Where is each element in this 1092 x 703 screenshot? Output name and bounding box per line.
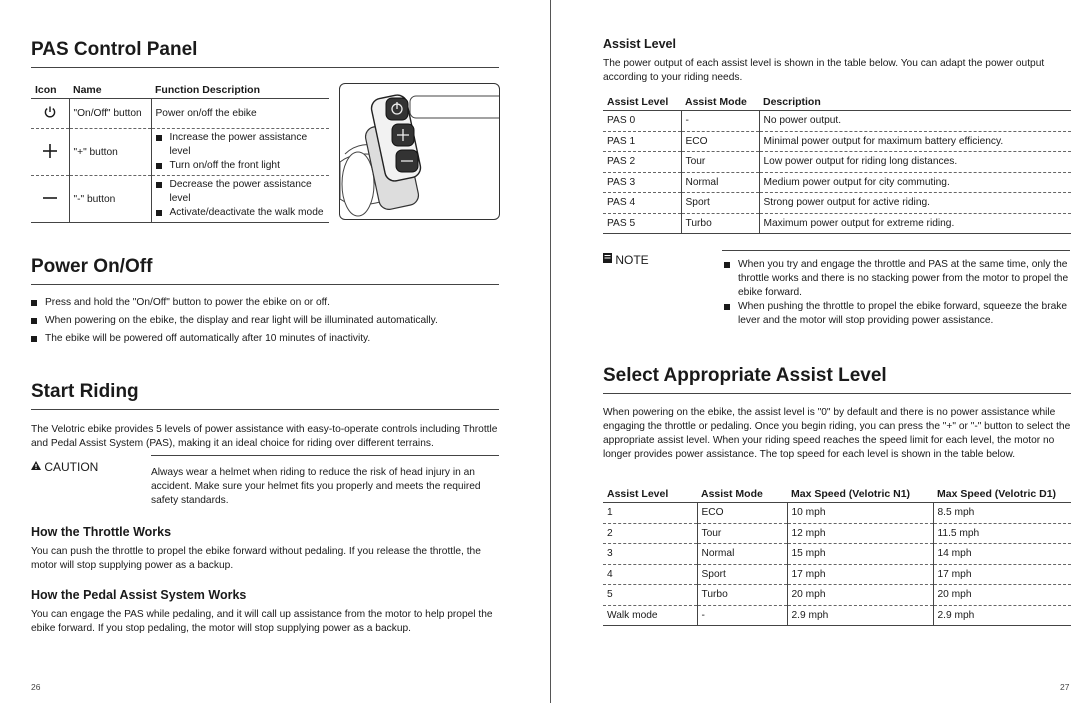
table-row xyxy=(603,605,1071,626)
caution-heading xyxy=(31,459,98,474)
function-text: Decrease the power assistance level xyxy=(156,178,326,206)
function-text: Power on/off the ebike xyxy=(151,99,329,129)
assist-level-heading: Assist Level xyxy=(603,37,676,51)
select-assist-level-paragraph: When powering on the ebike, the assist level is "0" by default and there is no power assistance while engaging the throttle or pedaling. Once you begin riding, you can press the "+" or "-" button to select the appropriate assist level. When your riding speed reaches the speed limit for each level, the motor no longer provides power assistance. The top speed for each level is shown in the table below. xyxy=(603,407,1071,460)
table-row xyxy=(603,503,1071,524)
cell: Turbo xyxy=(681,213,759,234)
list-item: When pushing the throttle to propel the ebike forward, squeeze the brake lever and the motor will stop providing power assistance. xyxy=(724,300,1070,328)
throttle-heading: How the Throttle Works xyxy=(31,525,172,539)
cell: Tour xyxy=(697,523,787,544)
function-text: Turn on/off the front light xyxy=(156,159,326,173)
cell: 2.9 mph xyxy=(787,605,933,626)
cell: 14 mph xyxy=(933,544,1071,565)
table-row xyxy=(31,129,329,176)
button-name: "+" button xyxy=(69,129,151,176)
cell: 8.5 mph xyxy=(933,503,1071,524)
cell: 20 mph xyxy=(787,585,933,606)
cell: PAS 1 xyxy=(603,131,681,152)
cell: No power output. xyxy=(759,111,1071,132)
table-row xyxy=(603,564,1071,585)
cell: - xyxy=(681,111,759,132)
page-number: 26 xyxy=(31,682,41,692)
start-riding-paragraph: The Velotric ebike provides 5 levels of power assistance with easy-to-operate controls including Throttle and Pedal Assist System (PAS), making it an ideal choice for riding over different terrains. xyxy=(31,424,498,449)
right-page xyxy=(552,0,1092,703)
cell: 12 mph xyxy=(787,523,933,544)
pas-control-panel-title: PAS Control Panel xyxy=(31,39,198,60)
cell: 17 mph xyxy=(933,564,1071,585)
cell: 3 xyxy=(603,544,697,565)
page-number: 27 xyxy=(1060,682,1070,692)
cell: 11.5 mph xyxy=(933,523,1071,544)
col-function-header: Function Description xyxy=(151,84,329,99)
col-description-header: Description xyxy=(759,96,1071,111)
function-text: Increase the power assistance level xyxy=(156,131,326,159)
col-max-speed-d1-header: Max Speed (Velotric D1) xyxy=(933,488,1071,503)
cell: Normal xyxy=(697,544,787,565)
title-rule xyxy=(603,393,1071,394)
cell: 10 mph xyxy=(787,503,933,524)
cell: PAS 2 xyxy=(603,152,681,173)
cell: Minimal power output for maximum battery efficiency. xyxy=(759,131,1071,152)
note-heading xyxy=(603,252,649,267)
title-rule xyxy=(31,284,499,285)
control-table xyxy=(31,84,329,223)
cell: 5 xyxy=(603,585,697,606)
page-divider xyxy=(550,0,551,703)
table-row xyxy=(603,193,1071,214)
pedal-assist-text: You can engage the PAS while pedaling, and it will call up assistance from the motor to help propel the ebike forward. If you stop pedaling, the motor will stop supplying power as a backup. xyxy=(31,609,493,634)
cell: 15 mph xyxy=(787,544,933,565)
table-row xyxy=(603,585,1071,606)
table-row xyxy=(603,111,1071,132)
throttle-text: You can push the throttle to propel the ebike forward without pedaling. If you release the throttle, the motor will stop supplying power as a backup. xyxy=(31,546,481,571)
note-rule xyxy=(722,250,1070,251)
table-row xyxy=(603,523,1071,544)
col-max-speed-n1-header: Max Speed (Velotric N1) xyxy=(787,488,933,503)
button-name: "On/Off" button xyxy=(69,99,151,129)
cell: 2.9 mph xyxy=(933,605,1071,626)
button-name: "-" button xyxy=(69,176,151,223)
warning-icon xyxy=(31,459,41,473)
list-item: When powering on the ebike, the display and rear light will be illuminated automatically. xyxy=(31,314,501,328)
col-assist-mode-header: Assist Mode xyxy=(681,96,759,111)
select-assist-level-title: Select Appropriate Assist Level xyxy=(603,365,887,386)
list-item: When you try and engage the throttle and PAS at the same time, only the throttle works and there is no stacking power from the motor to propel the ebike forward. xyxy=(724,258,1070,300)
power-on-off-title: Power On/Off xyxy=(31,256,153,277)
caution-rule xyxy=(151,455,499,456)
caution-label: CAUTION xyxy=(44,460,99,474)
caution-text: Always wear a helmet when riding to reduce the risk of head injury in an accident. Make sure your helmet fits you properly and meets the required safety standards. xyxy=(151,467,481,506)
table-row xyxy=(603,131,1071,152)
assist-level-table xyxy=(603,96,1071,234)
table-row xyxy=(31,99,329,129)
table-row xyxy=(603,152,1071,173)
cell: - xyxy=(697,605,787,626)
note-label: NOTE xyxy=(615,253,649,267)
col-assist-mode-header: Assist Mode xyxy=(697,488,787,503)
note-icon xyxy=(603,252,612,266)
cell: PAS 3 xyxy=(603,172,681,193)
cell: Strong power output for active riding. xyxy=(759,193,1071,214)
cell: 4 xyxy=(603,564,697,585)
cell: Medium power output for city commuting. xyxy=(759,172,1071,193)
cell: Walk mode xyxy=(603,605,697,626)
col-assist-level-header: Assist Level xyxy=(603,488,697,503)
power-bullet-list xyxy=(31,296,501,346)
cell: Tour xyxy=(681,152,759,173)
col-icon-header: Icon xyxy=(31,84,69,99)
table-row xyxy=(603,213,1071,234)
cell: 20 mph xyxy=(933,585,1071,606)
cell: Normal xyxy=(681,172,759,193)
list-item: Press and hold the "On/Off" button to power the ebike on or off. xyxy=(31,296,501,310)
control-panel-illustration xyxy=(339,83,500,220)
cell: 17 mph xyxy=(787,564,933,585)
col-name-header: Name xyxy=(69,84,151,99)
cell: 2 xyxy=(603,523,697,544)
table-row xyxy=(31,176,329,223)
cell: 1 xyxy=(603,503,697,524)
list-item: The ebike will be powered off automatically after 10 minutes of inactivity. xyxy=(31,332,501,346)
speed-table xyxy=(603,488,1071,626)
plus-icon xyxy=(42,151,58,162)
function-text: Activate/deactivate the walk mode xyxy=(156,206,326,220)
table-row xyxy=(603,544,1071,565)
cell: PAS 0 xyxy=(603,111,681,132)
start-riding-title: Start Riding xyxy=(31,381,139,402)
title-rule xyxy=(31,67,499,68)
minus-icon xyxy=(42,198,58,209)
cell: Low power output for riding long distances. xyxy=(759,152,1071,173)
col-assist-level-header: Assist Level xyxy=(603,96,681,111)
title-rule xyxy=(31,409,499,410)
cell: ECO xyxy=(681,131,759,152)
table-row xyxy=(603,172,1071,193)
pedal-assist-heading: How the Pedal Assist System Works xyxy=(31,588,247,602)
note-bullet-list xyxy=(724,258,1070,328)
cell: PAS 5 xyxy=(603,213,681,234)
assist-level-intro: The power output of each assist level is shown in the table below. You can adapt the power output according to your riding needs. xyxy=(603,58,1045,83)
power-icon xyxy=(43,111,57,122)
cell: Sport xyxy=(697,564,787,585)
cell: Sport xyxy=(681,193,759,214)
cell: ECO xyxy=(697,503,787,524)
cell: Turbo xyxy=(697,585,787,606)
cell: PAS 4 xyxy=(603,193,681,214)
cell: Maximum power output for extreme riding. xyxy=(759,213,1071,234)
